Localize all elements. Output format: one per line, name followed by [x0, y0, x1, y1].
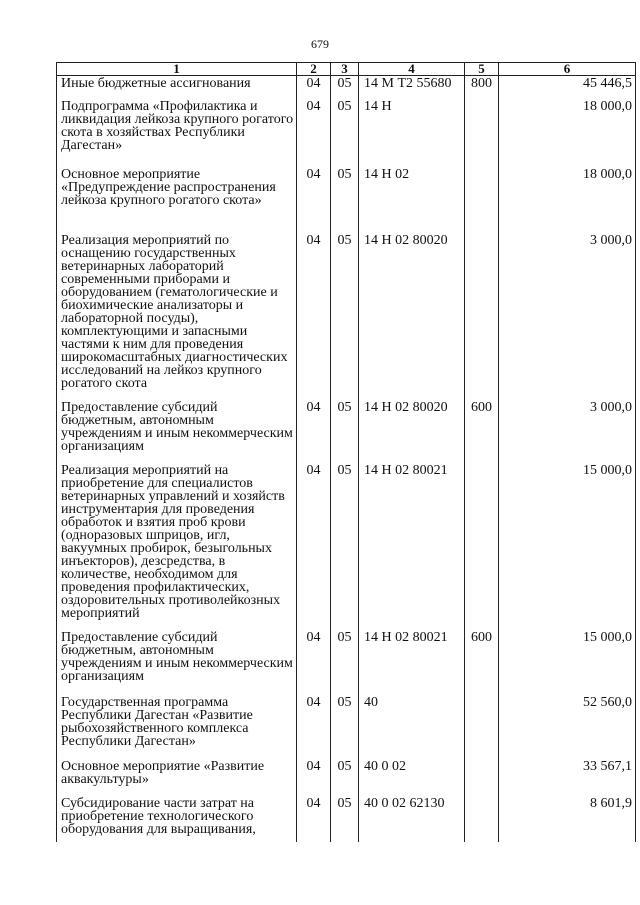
table-row — [57, 757, 636, 794]
row-section: 04 — [297, 398, 331, 461]
row-subsection: 05 — [331, 97, 359, 165]
row-subsection: 05 — [331, 165, 359, 231]
row-expense-type: 800 — [465, 76, 499, 97]
budget-table — [56, 62, 636, 842]
row-section: 04 — [297, 628, 331, 693]
row-subsection: 05 — [331, 693, 359, 757]
header-col-2: 2 — [297, 63, 331, 76]
row-name: Иные бюджетные ассигнования — [57, 76, 297, 97]
table-row — [57, 97, 636, 165]
row-subsection: 05 — [331, 461, 359, 628]
row-target-article: 14 Н 02 80020 — [359, 398, 465, 461]
header-col-3: 3 — [331, 63, 359, 76]
header-col-5: 5 — [465, 63, 499, 76]
row-target-article: 14 Н 02 80020 — [359, 231, 465, 398]
row-section: 04 — [297, 693, 331, 757]
row-name: Государственная программа Республики Дагестан «Развитие рыбохозяйственного комплекса Республики Дагестан» — [57, 693, 297, 757]
row-amount: 45 446,5 — [499, 76, 636, 97]
row-name: Субсидирование части затрат на приобретение технологического оборудования для выращивания, — [57, 794, 297, 842]
row-subsection: 05 — [331, 76, 359, 97]
row-section: 04 — [297, 757, 331, 794]
table-row — [57, 76, 636, 97]
table-row — [57, 231, 636, 398]
row-section: 04 — [297, 794, 331, 842]
row-expense-type — [465, 794, 499, 842]
row-section: 04 — [297, 461, 331, 628]
row-subsection: 05 — [331, 757, 359, 794]
table-row — [57, 628, 636, 693]
row-target-article: 14 Н 02 — [359, 165, 465, 231]
table-row — [57, 165, 636, 231]
row-name: Основное мероприятие «Предупреждение распространения лейкоза крупного рогатого скота» — [57, 165, 297, 231]
row-amount: 18 000,0 — [499, 165, 636, 231]
row-target-article: 40 0 02 62130 — [359, 794, 465, 842]
row-subsection: 05 — [331, 231, 359, 398]
header-row — [57, 63, 636, 76]
row-section: 04 — [297, 97, 331, 165]
row-expense-type — [465, 231, 499, 398]
header-col-1: 1 — [57, 63, 297, 76]
row-amount: 15 000,0 — [499, 628, 636, 693]
row-target-article: 40 — [359, 693, 465, 757]
row-expense-type — [465, 693, 499, 757]
row-name: Предоставление субсидий бюджетным, автономным учреждениям и иным некоммерческим организациям — [57, 398, 297, 461]
row-section: 04 — [297, 231, 331, 398]
table-row — [57, 398, 636, 461]
row-expense-type — [465, 165, 499, 231]
table-row — [57, 693, 636, 757]
row-section: 04 — [297, 165, 331, 231]
row-amount: 8 601,9 — [499, 794, 636, 842]
row-amount: 3 000,0 — [499, 231, 636, 398]
row-target-article: 14 Н 02 80021 — [359, 461, 465, 628]
row-amount: 33 567,1 — [499, 757, 636, 794]
row-subsection: 05 — [331, 628, 359, 693]
row-amount: 15 000,0 — [499, 461, 636, 628]
row-subsection: 05 — [331, 398, 359, 461]
row-expense-type: 600 — [465, 398, 499, 461]
row-amount: 3 000,0 — [499, 398, 636, 461]
row-expense-type — [465, 461, 499, 628]
row-expense-type — [465, 757, 499, 794]
row-amount: 18 000,0 — [499, 97, 636, 165]
row-name: Предоставление субсидий бюджетным, автономным учреждениям и иным некоммерческим организациям — [57, 628, 297, 693]
row-target-article: 14 Н 02 80021 — [359, 628, 465, 693]
row-name: Подпрограмма «Профилактика и ликвидация лейкоза крупного рогатого скота в хозяйствах Республики Дагестан» — [57, 97, 297, 165]
row-section: 04 — [297, 76, 331, 97]
table-row — [57, 461, 636, 628]
row-expense-type: 600 — [465, 628, 499, 693]
row-target-article: 14 Н — [359, 97, 465, 165]
row-name: Реализация мероприятий по оснащению государственных ветеринарных лабораторий современными приборами и оборудованием (гематологические и биохимические анализаторы и лабораторной посуды), комплектующими и запасными частями к ним для проведения широкомасштабных диагностических исследований на лейкоз крупного рогатого скота — [57, 231, 297, 398]
table-row — [57, 794, 636, 842]
row-subsection: 05 — [331, 794, 359, 842]
row-target-article: 14 М Т2 55680 — [359, 76, 465, 97]
row-target-article: 40 0 02 — [359, 757, 465, 794]
header-col-6: 6 — [499, 63, 636, 76]
row-name: Реализация мероприятий на приобретение для специалистов ветеринарных управлений и хозяйств инструментария для проведения обработок и взятия проб крови (одноразовых шприцов, игл, вакуумных пробирок, безыгольных инъекторов), дезсредства, в количестве, необходимом для проведения профилактических, оздоровительных противолейкозных мероприятий — [57, 461, 297, 628]
header-col-4: 4 — [359, 63, 465, 76]
row-name: Основное мероприятие «Развитие аквакультуры» — [57, 757, 297, 794]
row-expense-type — [465, 97, 499, 165]
page-number: 679 — [311, 37, 329, 51]
row-amount: 52 560,0 — [499, 693, 636, 757]
